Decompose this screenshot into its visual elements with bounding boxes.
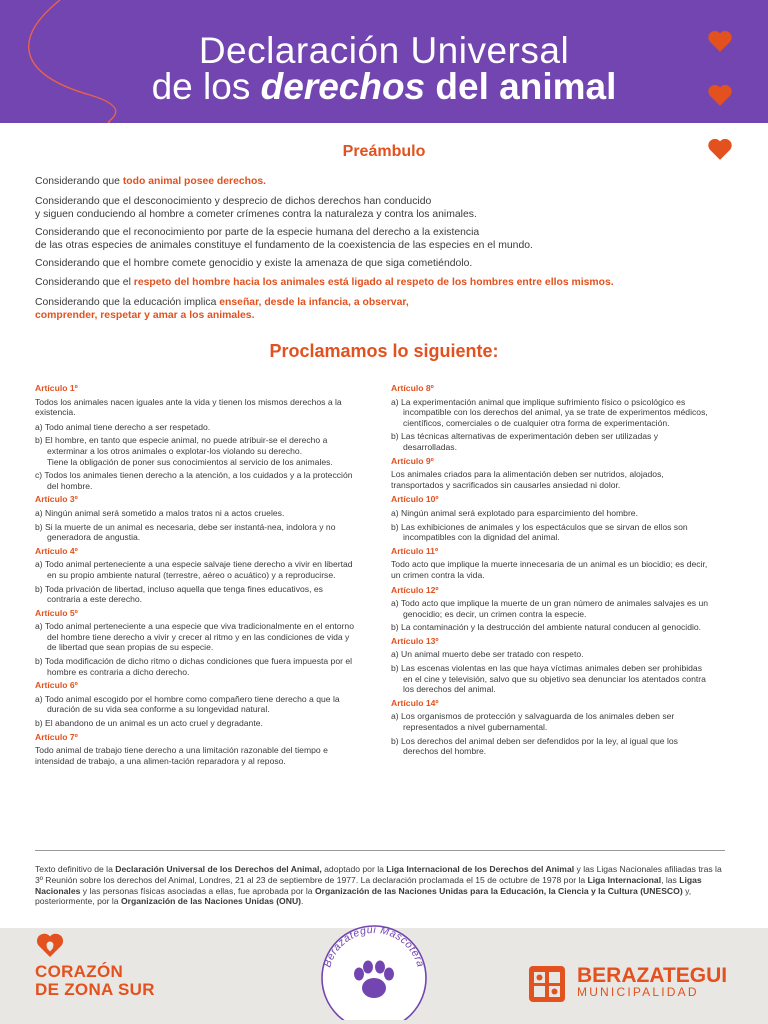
article-item: b) Toda modificación de dicho ritmo o dichas condiciones que fuera impuesta por el hombre es contraria a dicho derecho. (35, 656, 353, 677)
article-title: Artículo 3º (35, 494, 78, 505)
article-item: a) Todo animal tiene derecho a ser respetado. (35, 421, 211, 432)
article-text: Todo acto que implique la muerte innecesaria de un animal es un biocidio; es decir, un crimen contra la vida. (391, 559, 708, 580)
article-item: b) Las exhibiciones de animales y los espectáculos que se sirvan de ellos son incompatibles con la dignidad del animal. (391, 521, 688, 543)
article-item: b) Si la muerte de un animal es necesaria, debe ser instantá-nea, indolora y no generadora de angustia. (35, 521, 336, 543)
article-title: Artículo 12º (391, 584, 439, 595)
title-emphasis: derechos (260, 66, 426, 107)
article-item: b) Toda privación de libertad, incluso aquella que tenga fines educativos, es contraria a este derecho. (35, 583, 323, 605)
article-item: a) Todo acto que implique la muerte de un gran número de animales salvajes es un genocidio; es decir, un crimen contra la especie. (391, 598, 709, 619)
article-title: Artículo 11º (391, 545, 439, 556)
article-item: a) Todo animal perteneciente a una especie salvaje tiene derecho a vivir en libertad en su propio ambiente natural (terrestre, aéreo o acuático) y a reproducirse. (35, 559, 353, 580)
article-title: Artículo 6º (35, 680, 78, 691)
municipalidad-text: MUNICIPALIDAD (577, 985, 699, 999)
article-title: Artículo 10º (391, 494, 439, 505)
preamble-p2: Considerando que el desconocimiento y desprecio de dichos derechos han conducido y siguen conduciendo al hombre a cometer crímenes contra la naturaleza y contra los animales. (35, 196, 477, 220)
article-title: Artículo 7º (35, 731, 78, 742)
article-item: a) Todo animal escogido por el hombre como compañero tiene derecho a que la duración de su vida sea conforme a su longevidad natural. (35, 693, 340, 715)
article-title: Artículo 13º (391, 635, 439, 646)
article-item: Tiene la obligación de poner sus conocimientos al servicio de los animales. (47, 456, 333, 467)
article-item: c) Todos los animales tienen derecho a la atención, a los cuidados y a la protección del hombre. (35, 470, 353, 491)
articles-left-column (35, 381, 355, 770)
mascotera-logo (307, 916, 441, 1020)
article-title: Artículo 4º (35, 545, 78, 556)
article-item: a) Ningún animal será explotado para esparcimiento del hombre. (391, 507, 638, 518)
article-text: Todo animal de trabajo tiene derecho a una limitación razonable del tiempo e intensidad de trabajo, a una alimen-tación reparadora y al reposo. (35, 745, 328, 766)
article-item: b) La contaminación y la destrucción del ambiente natural conducen al genocidio. (391, 622, 702, 633)
article-item: a) Todo animal perteneciente a una especie que viva tradicionalmente en el entorno del hombre tiene derecho a vivir y crecer al ritmo y en las condiciones de vida y de libertad que sean propias de su especie. (35, 621, 354, 653)
berazategui-shield-icon (527, 964, 567, 1004)
article-title: Artículo 1º (35, 383, 78, 393)
article-item: a) Ningún animal será sometido a malos tratos ni a actos crueles. (35, 507, 285, 518)
title-post: del animal (425, 66, 617, 107)
article-title: Artículo 9º (391, 455, 434, 466)
article-title: Artículo 5º (35, 607, 78, 618)
heart-icon (707, 83, 733, 107)
title-pre: de los (151, 66, 261, 107)
corazon-heart-logo-icon (35, 930, 65, 960)
preamble-p3: Considerando que el reconocimiento por parte de la especie humana del derecho a la existencia de las otras especies de animales constituye el fundamento de la coexistencia de las especies en el mundo. (35, 227, 533, 251)
article-title: Artículo 8º (391, 383, 434, 393)
header-banner (0, 0, 768, 123)
preamble-p5: Considerando que el respeto del hombre hacia los animales está ligado al respeto de los hombres entre ellos mismos. (35, 277, 614, 288)
article-item: b) Los derechos del animal deben ser defendidos por la ley, al igual que los derechos del hombre. (391, 735, 678, 757)
article-item: b) El hombre, en tanto que especie animal, no puede atribuir-se el derecho a exterminar a los otros animales o explotar-los violando su derecho. (35, 435, 328, 456)
article-title: Artículo 14º (391, 697, 439, 708)
preamble-p6: Considerando que la educación implica enseñar, desde la infancia, a observar, comprender, respetar y amar a los animales. (35, 297, 409, 321)
article-item: a) Los organismos de protección y salvaguarda de los animales deben ser representados a nivel gubernamental. (391, 711, 675, 733)
article-item: b) El abandono de un animal es un acto cruel y degradante. (35, 718, 263, 729)
preamble-p4: Considerando que el hombre comete genocidio y existe la amenaza de que siga cometiéndolo. (35, 258, 473, 269)
mascotera-label: Berazategui Mascotera (321, 923, 427, 969)
article-text: Los animales criados para la alimentación deben ser nutridos, alojados, transportados y sacrificados sin causarles ansiedad ni dolor. (391, 469, 664, 490)
title-line2 (0, 66, 768, 108)
preamble-p1: Considerando que todo animal posee derechos. (35, 176, 267, 187)
preamble-heading: Preámbulo (342, 143, 426, 160)
article-item: b) Las técnicas alternativas de experimentación deben ser utilizadas y desarrolladas. (391, 431, 659, 452)
articles-right-column (391, 381, 711, 760)
article-text: Todos los animales nacen iguales ante la vida y tienen los mismos derechos a la existencia. (35, 396, 342, 418)
footer-divider (35, 850, 725, 851)
corazon-logo-text: CORAZÓN DE ZONA SUR (35, 962, 155, 999)
title-line1: Declaración Universal (198, 30, 570, 71)
article-item: a) Un animal muerto debe ser tratado con respeto. (391, 649, 584, 660)
article-item: a) La experimentación animal que implique sufrimiento físico o psicológico es incompatible con los derechos del animal, ya se trate de experimentos médicos, científicos, comerciales o de cualquier otra forma de experimentación. (391, 396, 708, 428)
footer-note: Texto definitivo de la Declaración Universal de los Derechos del Animal, adoptado por la Liga Internacional de los Derechos del Animal y las Ligas Nacionales afiliadas tras la 3º Reunión sobre los derechos del Animal, Londres, 21 al 23 de septiembre de 1977. La declaración proclamada el 15 de octubre de 1978 por la Liga Internacional, las Ligas Nacionales y las personas físicas asociadas a ellas, fue aprobada por la Organización de las Naciones Unidas para la Educación, la Ciencia y la Cultura (UNESCO) y, posteriormente, por la Organización de las Naciones Unidas (ONU). (35, 864, 722, 907)
article-item: b) Las escenas violentas en las que haya víctimas animales deben ser prohibidas en el cine y televisión, salvo que su objetivo sea denunciar los atentados contra los derechos del animal. (391, 663, 706, 695)
heart-icon (707, 29, 733, 53)
berazategui-logo-text: BERAZATEGUI (577, 964, 728, 987)
proclamation-heading: Proclamamos lo siguiente: (269, 341, 499, 361)
